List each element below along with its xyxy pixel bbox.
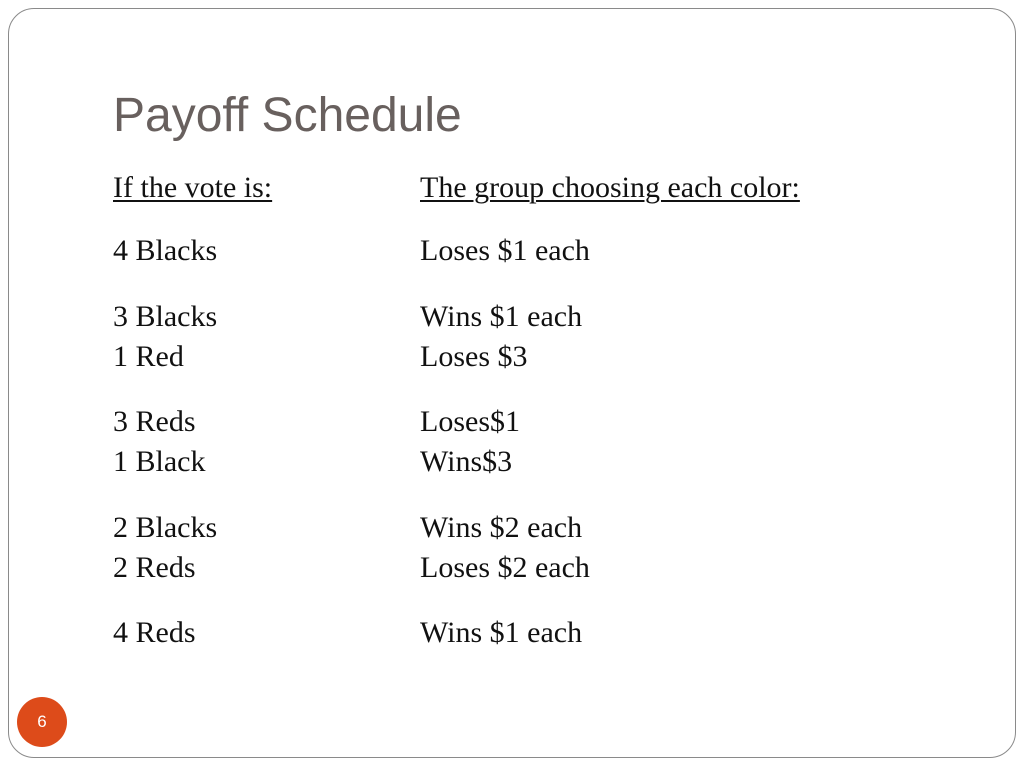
slide-title: Payoff Schedule [113, 89, 462, 142]
vote-cell: 2 Reds [113, 551, 196, 584]
vote-cell: 1 Black [113, 445, 206, 478]
result-cell: Wins $1 each [420, 616, 583, 649]
result-cell: Loses$1 [420, 405, 520, 438]
vote-cell: 1 Red [113, 340, 184, 373]
vote-cell: 3 Reds [113, 405, 196, 438]
result-cell: Wins $1 each [420, 300, 583, 333]
header-vote: If the vote is: [113, 171, 273, 204]
result-cell: Wins $2 each [420, 511, 583, 544]
result-cell: Wins$3 [420, 445, 513, 478]
result-cell: Loses $1 each [420, 234, 590, 267]
vote-cell: 4 Reds [113, 616, 196, 649]
vote-cell: 2 Blacks [113, 511, 218, 544]
vote-cell: 3 Blacks [113, 300, 218, 333]
result-cell: Loses $3 [420, 340, 528, 373]
result-cell: Loses $2 each [420, 551, 590, 584]
page-number-badge: 6 [17, 697, 67, 747]
vote-cell: 4 Blacks [113, 234, 218, 267]
header-result: The group choosing each color: [420, 171, 800, 204]
